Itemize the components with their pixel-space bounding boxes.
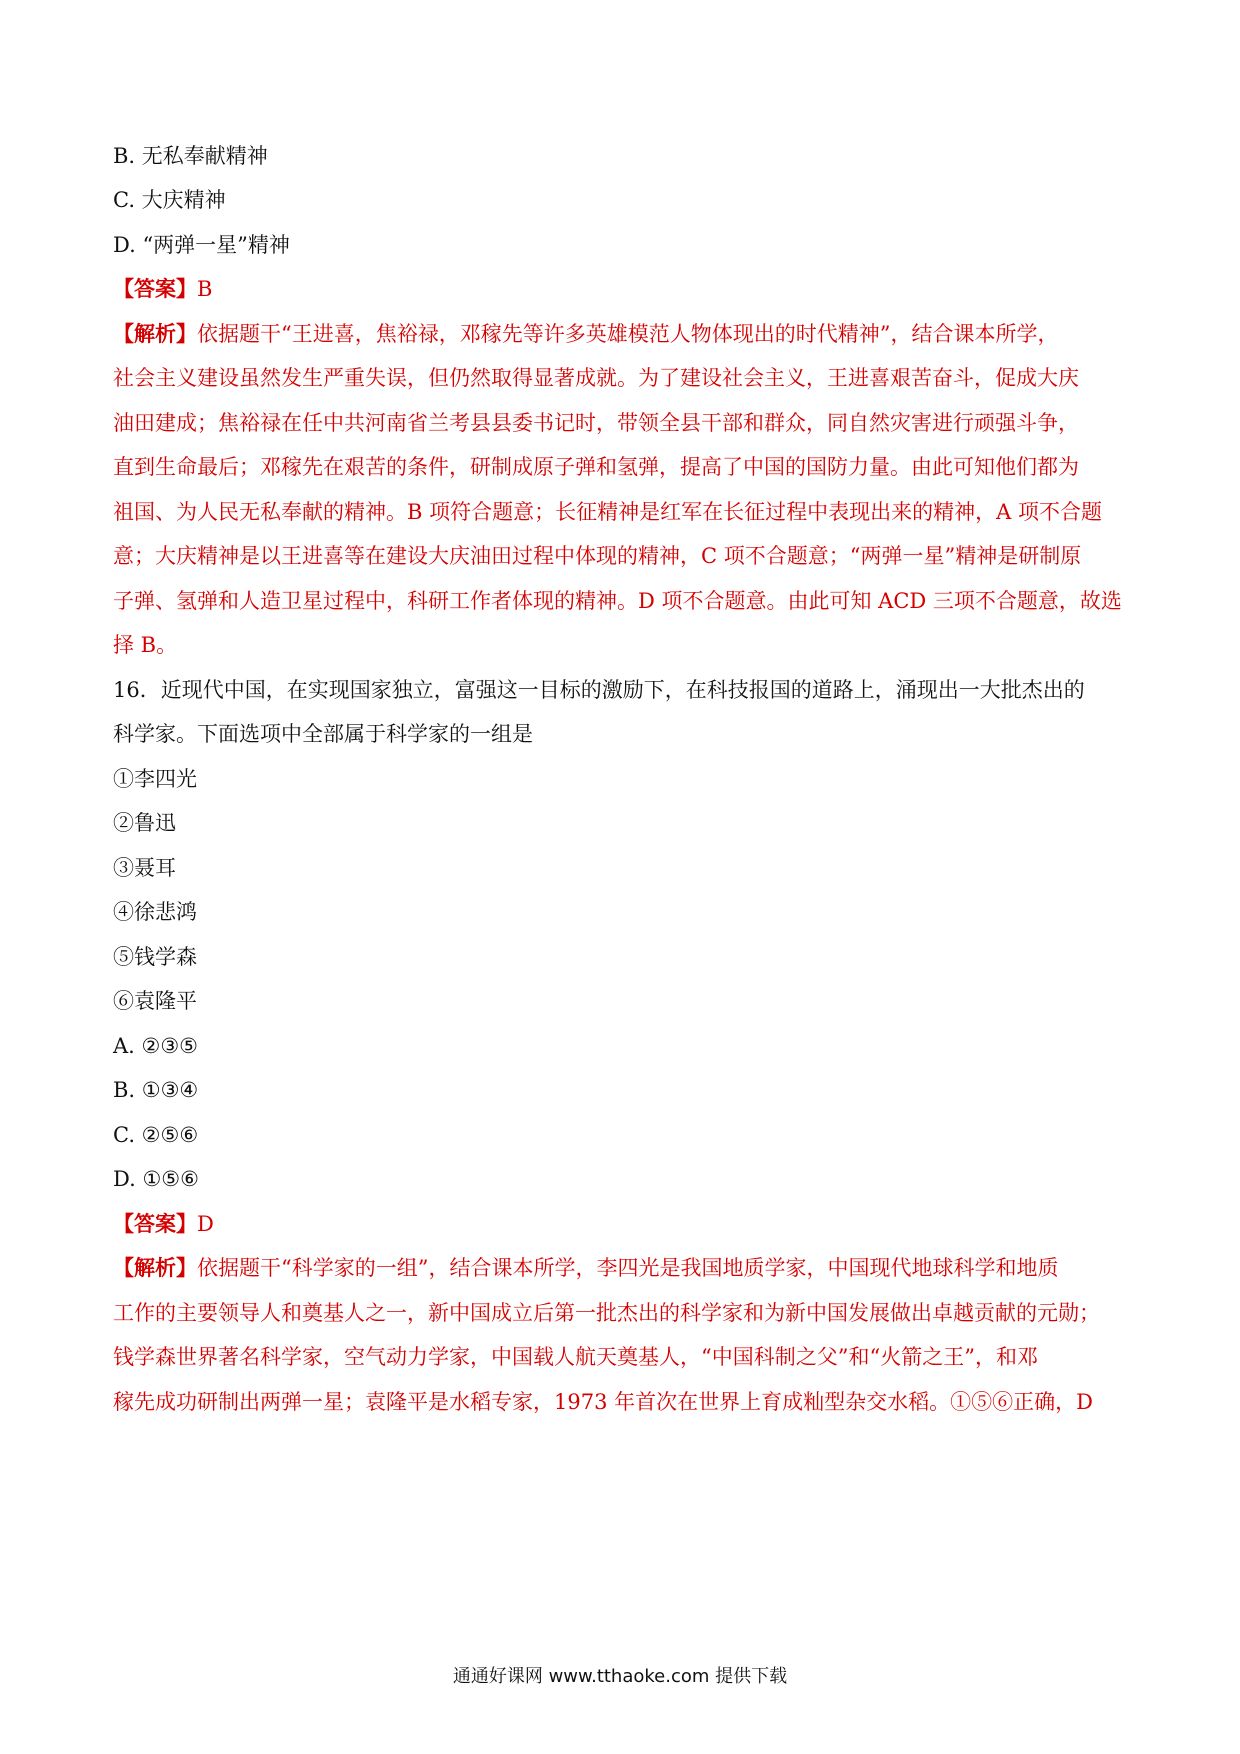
q16-option-c: C. ②⑤⑥ bbox=[113, 1123, 199, 1147]
analysis-text: 依据题干“科学家的一组”，结合课本所学，李四光是我国地质学家，中国现代地球科学和地质 bbox=[197, 1256, 1059, 1280]
q15-option-c: C. 大庆精神 bbox=[113, 188, 226, 212]
q16-analysis-line: 工作的主要领导人和奠基人之一，新中国成立后第一批杰出的科学家和为新中国发展做出卓越贡献的元勋； bbox=[113, 1301, 1100, 1325]
q15-answer bbox=[113, 275, 212, 303]
q15-analysis-line: 意；大庆精神是以王进喜等在建设大庆油田过程中体现的精神，C 项不合题意；“两弹一星”精神是研制原 bbox=[113, 544, 1082, 568]
q15-option-d: D. “两弹一星”精神 bbox=[113, 233, 290, 257]
answer-value: B bbox=[197, 277, 213, 301]
analysis-text: 依据题干“王进喜，焦裕禄，邓稼先等许多英雄模范人物体现出的时代精神”，结合课本所学， bbox=[197, 322, 1059, 346]
analysis-tag: 【解析】 bbox=[113, 321, 197, 346]
q16-option-a: A. ②③⑤ bbox=[113, 1034, 198, 1058]
q16-item: ⑥袁隆平 bbox=[113, 989, 197, 1013]
answer-tag: 【答案】 bbox=[113, 276, 197, 301]
q15-analysis-line: 祖国、为人民无私奉献的精神。B 项符合题意；长征精神是红军在长征过程中表现出来的精神，A 项不合题 bbox=[113, 500, 1102, 524]
q16-item: ①李四光 bbox=[113, 767, 197, 791]
q16-analysis-line: 稼先成功研制出两弹一星；袁隆平是水稻专家，1973 年首次在世界上育成籼型杂交水稻。①⑤⑥正确，D bbox=[113, 1390, 1093, 1414]
q16-item: ②鲁迅 bbox=[113, 811, 176, 835]
q16-analysis-line bbox=[113, 1254, 1058, 1282]
q16-answer bbox=[113, 1210, 214, 1238]
analysis-tag: 【解析】 bbox=[113, 1255, 197, 1280]
q15-analysis-line: 社会主义建设虽然发生严重失误，但仍然取得显著成就。为了建设社会主义，王进喜艰苦奋斗，促成大庆 bbox=[113, 366, 1079, 390]
q15-analysis-line: 子弹、氢弹和人造卫星过程中，科研工作者体现的精神。D 项不合题意。由此可知 ACD 三项不合题意，故选 bbox=[113, 589, 1122, 613]
q16-analysis-line: 钱学森世界著名科学家，空气动力学家，中国载人航天奠基人，“中国科制之父”和“火箭之王”，和邓 bbox=[113, 1345, 1038, 1369]
q15-option-b: B. 无私奉献精神 bbox=[113, 144, 268, 168]
q16-option-b: B. ①③④ bbox=[113, 1078, 199, 1102]
q16-stem-line: 16．近现代中国，在实现国家独立，富强这一目标的激励下，在科技报国的道路上，涌现出一大批杰出的 bbox=[113, 678, 1085, 702]
q16-item: ④徐悲鸿 bbox=[113, 900, 197, 924]
q16-stem-line: 科学家。下面选项中全部属于科学家的一组是 bbox=[113, 722, 533, 746]
q15-analysis-line: 油田建成；焦裕禄在任中共河南省兰考县县委书记时，带领全县干部和群众，同自然灾害进行顽强斗争， bbox=[113, 411, 1079, 435]
q15-analysis-line: 择 B。 bbox=[113, 633, 178, 657]
q16-option-d: D. ①⑤⑥ bbox=[113, 1167, 199, 1191]
q15-analysis-line bbox=[113, 320, 1058, 348]
page-footer: 通通好课网 www.tthaoke.com 提供下载 bbox=[452, 1666, 788, 1687]
answer-tag: 【答案】 bbox=[113, 1211, 197, 1236]
q15-analysis-line: 直到生命最后；邓稼先在艰苦的条件，研制成原子弹和氢弹，提高了中国的国防力量。由此可知他们都为 bbox=[113, 455, 1079, 479]
answer-value: D bbox=[197, 1212, 214, 1236]
q16-item: ⑤钱学森 bbox=[113, 945, 197, 969]
q16-item: ③聂耳 bbox=[113, 856, 176, 880]
